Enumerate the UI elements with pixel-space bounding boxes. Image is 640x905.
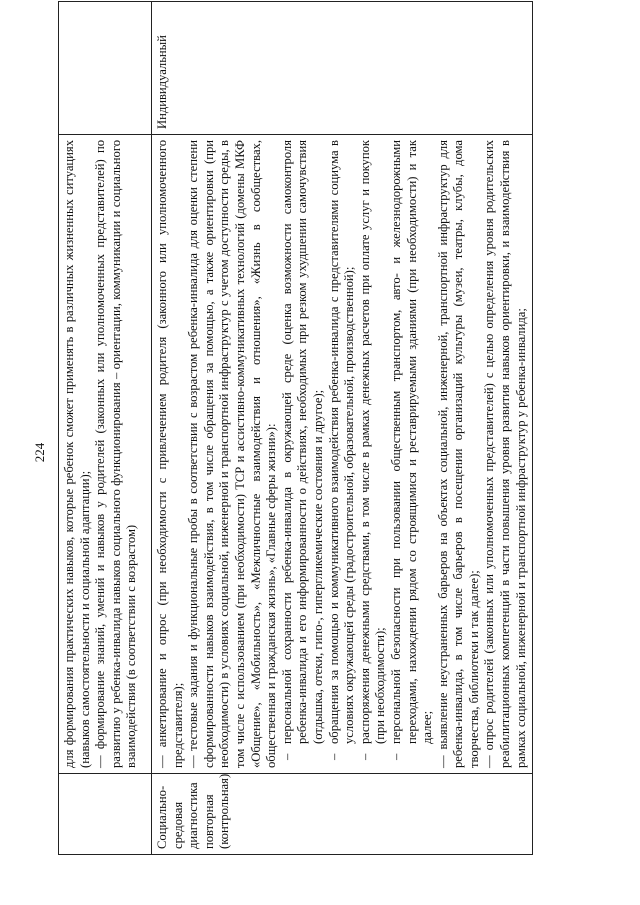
content-paragraph: — тестовые задания и функциональные пробы в соответствии с возрастом ребенка-инвалида для оценки степени сформированности навыков взаимодействия, в том числе обращения за помощью, а также ориентировки (при необходимости) в условиях социальной, инженерной и транспортной инфраструктур с учетом доступности среды, в том числе с использованием (при необходимости) ТСР и ассистивно-коммуникативных технологий (домены МКФ «Общение», «Мобильность», «Межличностные взаимодействия и отношения», «Жизнь в сообществах, общественная и гражданская жизнь», «Главные сферы жизни»): bbox=[186, 140, 279, 768]
dash-marker: – bbox=[388, 753, 403, 760]
content-paragraph: — формирование знаний, умений и навыков у родителей (законных или уполномоченных представителей) по развитию у ребенка-инвалида навыков социального функционирования – ориентации, коммуникации и социального взаимодействия (в соответствии с возрастом) bbox=[93, 140, 139, 768]
table-row bbox=[59, 2, 152, 855]
content-cell bbox=[152, 135, 533, 774]
content-paragraph: — анкетирование и опрос (при необходимости с привлечением родителя (законного или уполномоченного представителя); bbox=[155, 140, 185, 768]
form-cell bbox=[59, 2, 152, 135]
page-number: 224 bbox=[32, 442, 47, 463]
content-paragraph: — выявление неустраненных барьеров на объектах социальной, инженерной, транспортной инфраструктур для ребенка-инвалида, в том числе барьеров в посещении организаций культуры (музеи, театры, клубы, дома творчества, библиотеки и так далее); bbox=[435, 140, 481, 768]
content-paragraph: для формирования практических навыков, которые ребенок сможет применять в различных жизненных ситуациях (навыков самостоятельности и социальной адаптации); bbox=[62, 140, 92, 768]
form-cell: Индивидуальный bbox=[152, 2, 533, 135]
table-row bbox=[152, 2, 533, 855]
content-cell bbox=[59, 135, 152, 774]
stage-cell bbox=[59, 774, 152, 855]
dash-marker: – bbox=[326, 753, 341, 760]
stage-cell: Социально-средовая диагностика повторная (контрольная) bbox=[152, 774, 533, 855]
dash-marker: – bbox=[357, 753, 372, 760]
sub-item: – обращения за помощью и коммуникативного взаимодействия ребенка-инвалида с представителями социума в условиях окружающей среды (градостроительной, образовательной, производственной); bbox=[326, 140, 357, 760]
dash-marker: – bbox=[279, 753, 294, 760]
content-table bbox=[58, 1, 533, 855]
content-paragraph: — опрос родителей (законных или уполномоченных представителей) с целью определения уровня родительских реабилитационных компетенций в части повышения уровня развития навыков ориентировки, и взаимодействия в рамках социальной, инженерной и транспортной инфраструктур у ребенка-инвалида; bbox=[482, 140, 528, 768]
sub-item: – персональной безопасности при пользовании общественным транспортом, авто- и железнодорожными переходами, нахождении рядом со строящимися и реставрируемыми зданиями (при необходимости) и так далее; bbox=[388, 140, 435, 760]
sub-item: – распоряжения денежными средствами, в том числе в рамках денежных расчетов при оплате услуг и покупок (при необходимости); bbox=[357, 140, 388, 760]
sub-item: – персональной сохранности ребенка-инвалида в окружающей среде (оценка возможности самоконтроля ребенка-инвалида и его информированности о действиях, необходимых при резком ухудшении самочувствия (отдышка, отеки, гипо-, гипергликемические состояния и другое); bbox=[279, 140, 325, 760]
